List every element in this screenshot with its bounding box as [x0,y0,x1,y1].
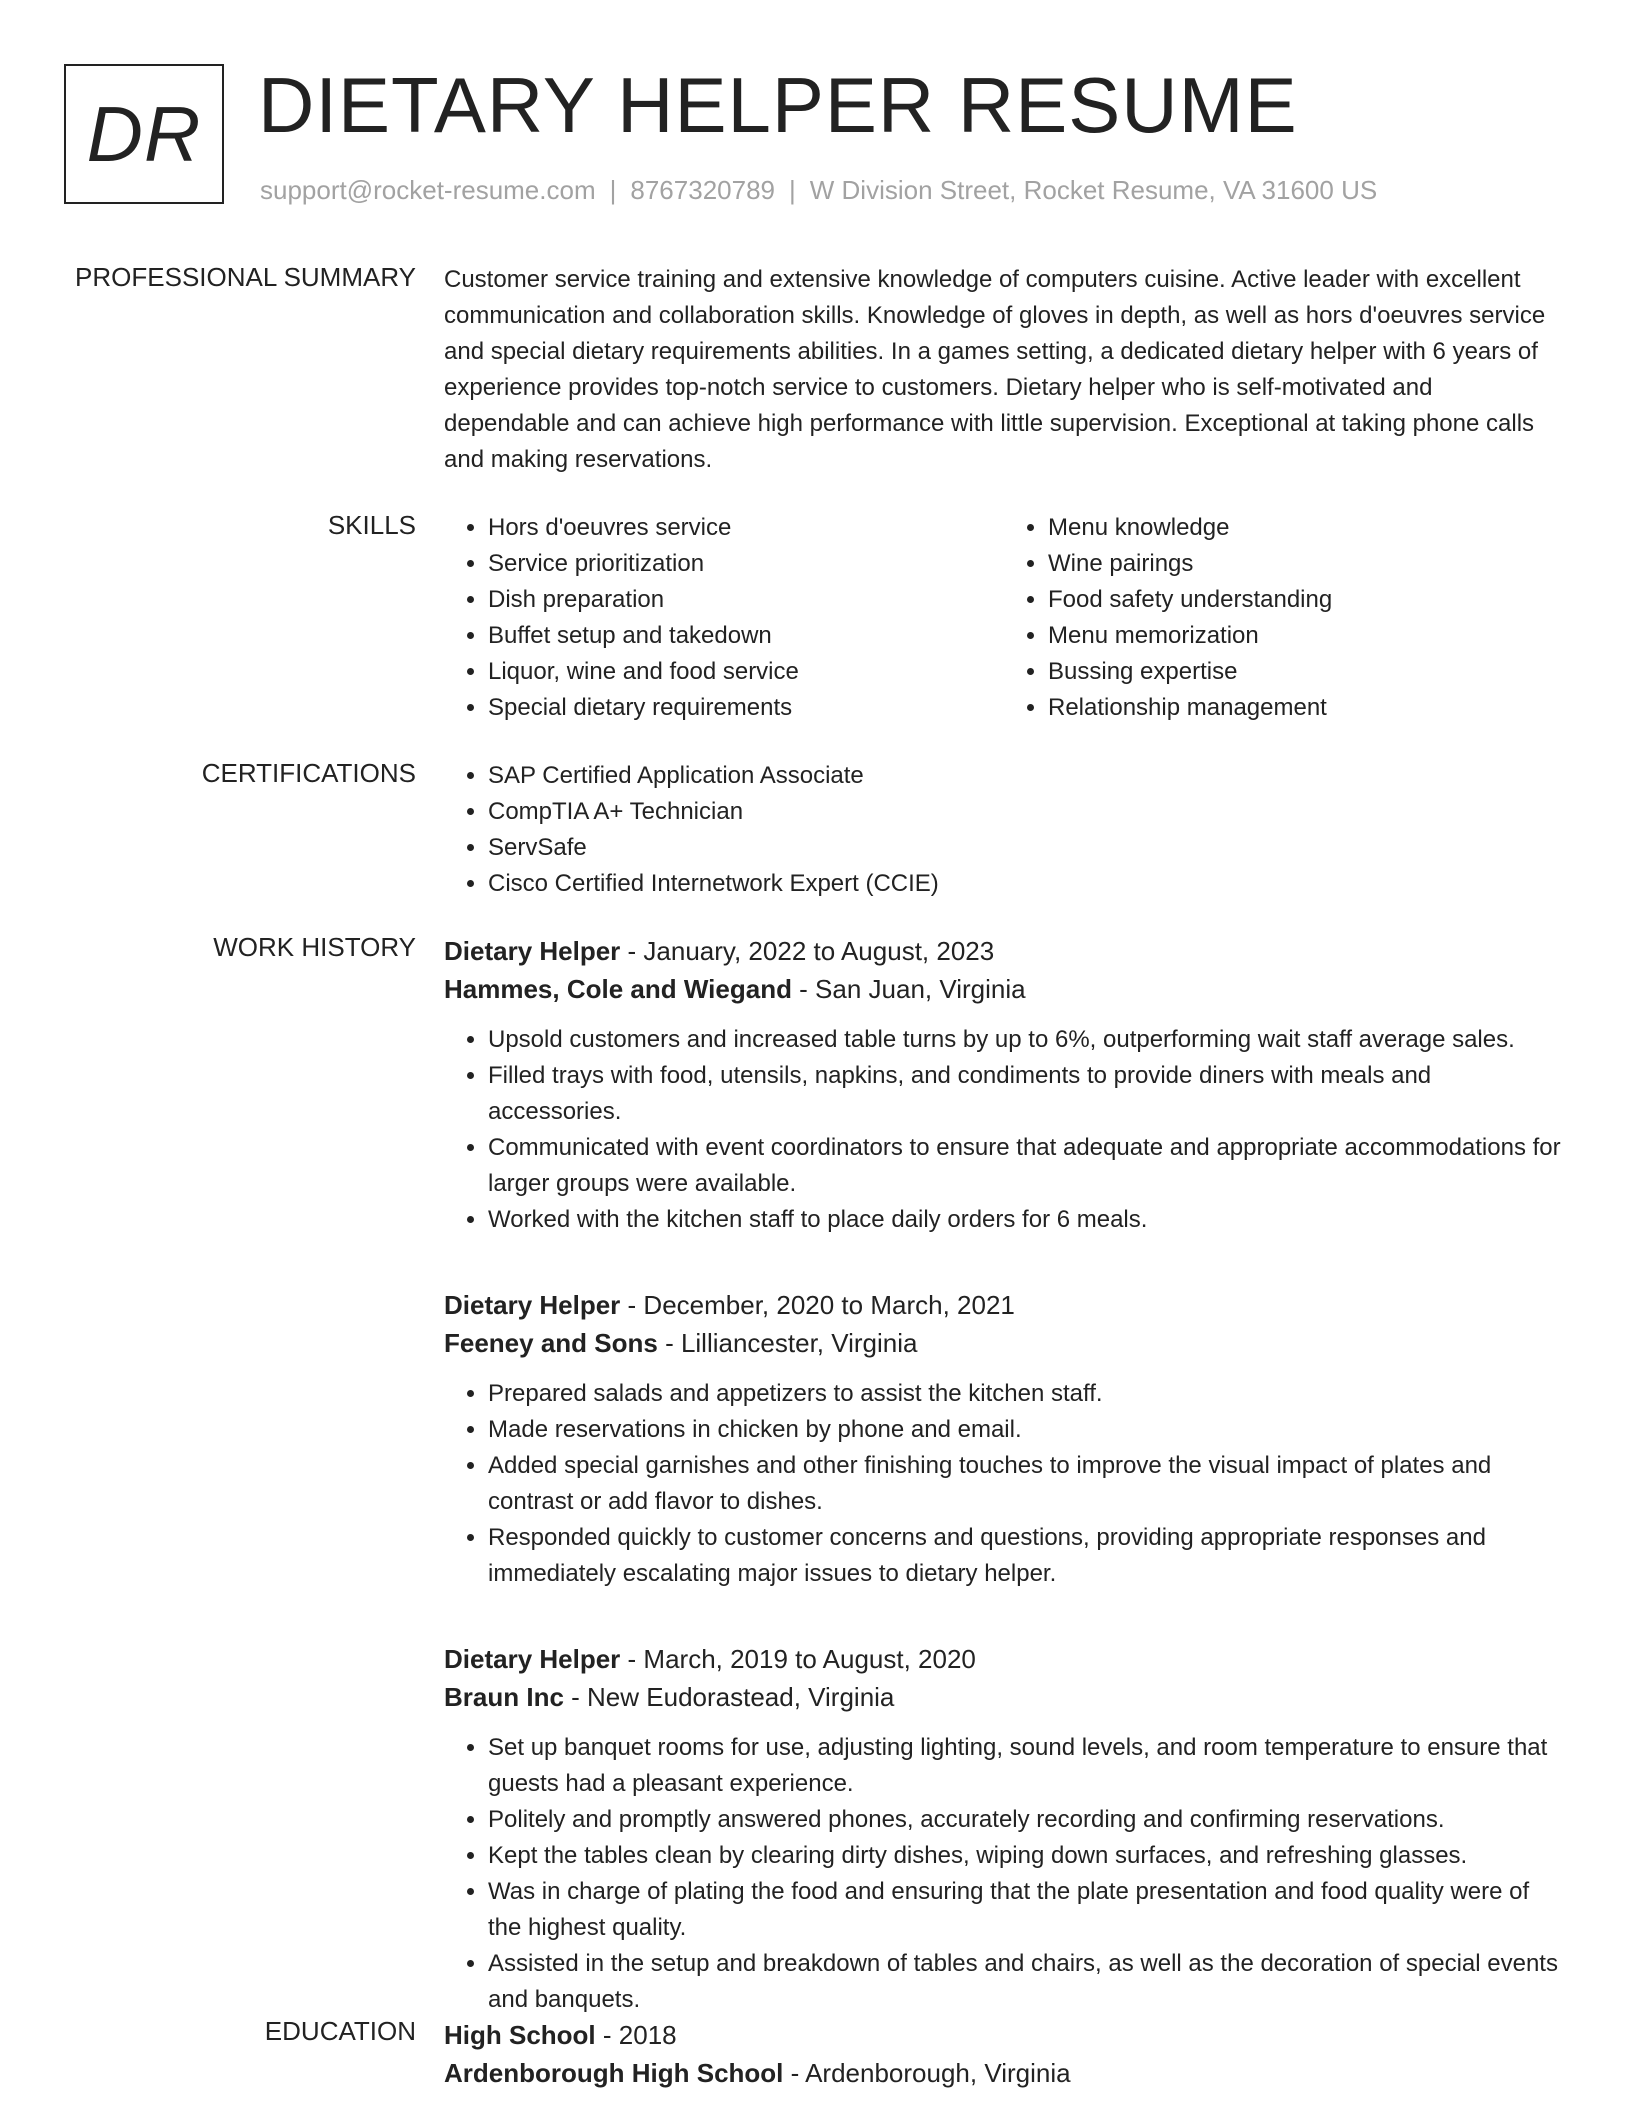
job-company: Hammes, Cole and Wiegand [444,974,792,1004]
contact-email: support@rocket-resume.com [260,175,596,205]
certification-item: • SAP Certified Application Associate [488,758,1564,794]
education-label: EDUCATION [264,2016,416,2046]
job-bullets [444,1730,1564,2018]
skills-list-right [1004,510,1564,726]
job-entry [444,1286,1564,1592]
skill-item: • Menu knowledge [1048,510,1564,546]
education-school-line [444,2054,1564,2092]
job-title-line [444,1286,1564,1324]
certifications-body [444,758,1564,902]
job-location: - New Eudorastead, Virginia [563,1682,895,1712]
contact-separator: | [609,175,617,205]
education-degree: High School [444,2020,596,2050]
resume-header [64,61,1568,214]
job-bullet: • Assisted in the setup and breakdown of tables and chairs, as well as the decoration of special events and banquets. [488,1946,1564,2018]
contact-line [260,175,1377,206]
job-bullet: • Politely and promptly answered phones, accurately recording and confirming reservations. [488,1802,1564,1838]
job-bullet: • Added special garnishes and other finishing touches to improve the visual impact of plates and contrast or add flavor to dishes. [488,1448,1564,1520]
job-bullet: • Communicated with event coordinators to ensure that adequate and appropriate accommodations for larger groups were available. [488,1130,1564,1202]
skill-item: • Bussing expertise [1048,654,1564,690]
job-bullet: • Was in charge of plating the food and ensuring that the plate presentation and food quality were of the highest quality. [488,1874,1564,1946]
job-company-line [444,970,1564,1008]
skill-item: • Buffet setup and takedown [488,618,1004,654]
job-bullet: • Prepared salads and appetizers to assist the kitchen staff. [488,1376,1564,1412]
job-company-line [444,1324,1564,1362]
certification-item: • CompTIA A+ Technician [488,794,1564,830]
education-location: - Ardenborough, Virginia [783,2058,1071,2088]
job-dates: - March, 2019 to August, 2020 [620,1644,976,1674]
skill-item: • Service prioritization [488,546,1004,582]
skills-label: SKILLS [327,510,416,540]
certifications-label: CERTIFICATIONS [201,758,416,788]
education-year: - 2018 [595,2020,677,2050]
summary-body [444,262,1564,478]
job-location: - San Juan, Virginia [791,974,1026,1004]
job-bullet: • Responded quickly to customer concerns and questions, providing appropriate responses and immediately escalating major issues to dietary helper. [488,1520,1564,1592]
skill-item: • Menu memorization [1048,618,1564,654]
skill-item: • Food safety understanding [1048,582,1564,618]
job-bullet: • Kept the tables clean by clearing dirty dishes, wiping down surfaces, and refreshing glasses. [488,1838,1564,1874]
job-title-line [444,932,1564,970]
job-entry [444,1640,1564,2018]
job-bullet: • Made reservations in chicken by phone and email. [488,1412,1564,1448]
certifications-list [444,758,1564,902]
job-title: Dietary Helper [444,1644,621,1674]
job-location: - Lilliancester, Virginia [657,1328,918,1358]
education-degree-line [444,2016,1564,2054]
summary-text: Customer service training and extensive knowledge of computers cuisine. Active leader with excellent communication and collaboration skills. Knowledge of gloves in depth, as well as hors d'oeuvres service and special dietary requirements abilities. In a games setting, a dedicated dietary helper with 6 years of experience provides top-notch service to customers. Dietary helper who is self-motivated and dependable and can achieve high performance with little supervision. Exceptional at taking phone calls and making reservations. [444,266,1546,473]
education-body [444,2016,1564,2092]
job-company: Braun Inc [444,1682,564,1712]
job-dates: - December, 2020 to March, 2021 [620,1290,1015,1320]
skill-item: • Relationship management [1048,690,1564,726]
monogram-badge: DR [64,64,224,204]
job-bullets [444,1376,1564,1592]
certification-item: • Cisco Certified Internetwork Expert (CCIE) [488,866,1564,902]
summary-label: PROFESSIONAL SUMMARY [75,262,416,292]
skills-list-left [444,510,1004,726]
skills-body [444,510,1564,726]
job-title: Dietary Helper [444,1290,621,1320]
contact-separator: | [789,175,796,205]
job-title-line [444,1640,1564,1678]
skill-item: • Liquor, wine and food service [488,654,1004,690]
skill-item: • Special dietary requirements [488,690,1004,726]
job-company-line [444,1678,1564,1716]
contact-phone: 8767320789 [630,175,775,205]
work-history-body [444,932,1564,2066]
contact-address: W Division Street, Rocket Resume, VA 31600 US [809,175,1378,205]
education-school: Ardenborough High School [444,2058,784,2088]
job-bullet: • Upsold customers and increased table turns by up to 6%, outperforming wait staff average sales. [488,1022,1564,1058]
job-bullet: • Set up banquet rooms for use, adjusting lighting, sound levels, and room temperature to ensure that guests had a pleasant experience. [488,1730,1564,1802]
job-company: Feeney and Sons [444,1328,658,1358]
work-history-label: WORK HISTORY [213,932,416,962]
skill-item: • Dish preparation [488,582,1004,618]
job-bullets [444,1022,1564,1238]
job-dates: - January, 2022 to August, 2023 [620,936,995,966]
job-bullet: • Filled trays with food, utensils, napkins, and condiments to provide diners with meals and accessories. [488,1058,1564,1130]
job-title: Dietary Helper [444,936,621,966]
resume-title: DIETARY HELPER RESUME [258,61,1298,149]
job-bullet: • Worked with the kitchen staff to place daily orders for 6 meals. [488,1202,1564,1238]
job-entry [444,932,1564,1238]
certification-item: • ServSafe [488,830,1564,866]
skill-item: • Hors d'oeuvres service [488,510,1004,546]
skill-item: • Wine pairings [1048,546,1564,582]
